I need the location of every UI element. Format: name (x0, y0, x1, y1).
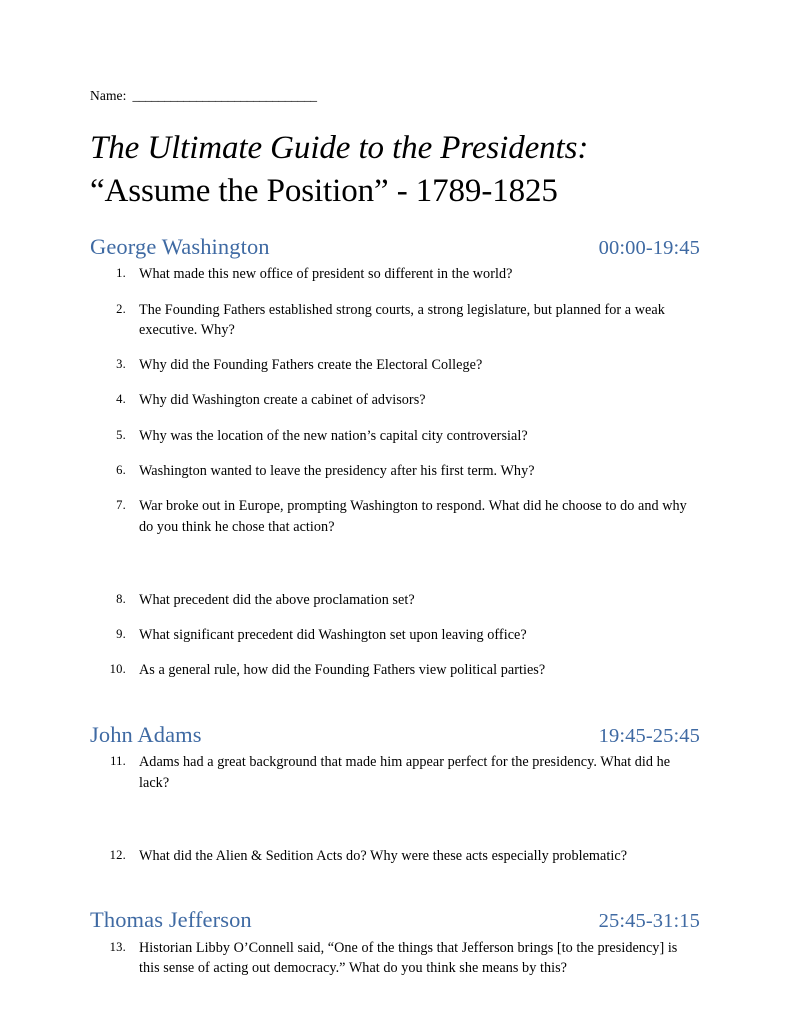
name-label: Name: (90, 88, 127, 103)
section-title: John Adams (90, 721, 202, 747)
question-number: 1. (116, 266, 126, 281)
list-item (90, 846, 700, 866)
list-item (90, 426, 700, 446)
section-timecode: 19:45-25:45 (598, 724, 700, 747)
section-thomas-jefferson (90, 907, 700, 978)
question-number: 11. (110, 754, 126, 769)
question-text: What made this new office of president so different in the world? (139, 266, 513, 283)
question-number: 5. (116, 427, 126, 442)
question-text: Historian Libby O’Connell said, “One of the things that Jefferson brings [to the presidency] is this sense of acting out democracy.” What do you think she means by this? (139, 939, 678, 977)
question-list (90, 938, 700, 979)
section-spacer (90, 681, 700, 701)
document-body (90, 88, 700, 978)
question-list (90, 752, 700, 866)
section-john-adams (90, 722, 700, 866)
question-number: 7. (116, 498, 126, 513)
section-title: George Washington (90, 233, 270, 259)
question-text: The Founding Fathers established strong courts, a strong legislature, but planned for a weak executive. Why? (139, 301, 665, 338)
question-number: 6. (116, 462, 126, 477)
question-number: 4. (116, 392, 126, 407)
question-number: 9. (116, 627, 126, 642)
list-item (90, 752, 700, 793)
list-item (90, 355, 700, 375)
section-george-washington (90, 234, 700, 681)
question-number: 8. (116, 591, 126, 606)
question-text: Adams had a great background that made him appear perfect for the presidency. What did he lack? (139, 754, 671, 791)
list-item (90, 590, 700, 610)
list-item (90, 496, 700, 537)
list-item (90, 461, 700, 481)
list-item (90, 938, 700, 979)
title-line-primary: The Ultimate Guide to the Presidents: (90, 129, 589, 166)
list-item (90, 660, 700, 680)
question-number: 13. (109, 939, 126, 954)
name-field (90, 88, 700, 105)
list-item (90, 625, 700, 645)
question-number: 3. (116, 357, 126, 372)
section-spacer (90, 866, 700, 886)
section-timecode: 25:45-31:15 (598, 910, 700, 933)
question-text: What precedent did the above proclamation set? (139, 591, 415, 608)
question-text: As a general rule, how did the Founding Fathers view political parties? (139, 662, 546, 679)
section-timecode: 00:00-19:45 (598, 236, 700, 259)
question-text: War broke out in Europe, prompting Washington to respond. What did he choose to do and why do you think he chose that action? (139, 498, 687, 535)
section-header (90, 234, 700, 261)
list-item (90, 300, 700, 341)
section-header (90, 907, 700, 934)
section-header (90, 722, 700, 749)
question-text: Why was the location of the new nation’s capital city controversial? (139, 427, 528, 444)
title-line-secondary: “Assume the Position” - 1789-1825 (90, 172, 558, 209)
section-title: Thomas Jefferson (90, 907, 252, 933)
list-item (90, 390, 700, 410)
page-title (90, 127, 700, 213)
question-number: 2. (116, 301, 126, 316)
name-blank-line: _____________________________ (132, 88, 317, 103)
question-number: 12. (109, 847, 126, 862)
question-text: What did the Alien & Sedition Acts do? Why were these acts especially problematic? (139, 847, 628, 864)
question-text: Washington wanted to leave the presidency after his first term. Why? (139, 462, 535, 479)
question-number: 10. (109, 662, 126, 677)
list-item (90, 264, 700, 284)
question-list (90, 264, 700, 681)
question-text: Why did Washington create a cabinet of advisors? (139, 392, 426, 409)
question-text: Why did the Founding Fathers create the Electoral College? (139, 357, 483, 374)
question-text: What significant precedent did Washington set upon leaving office? (139, 627, 527, 644)
